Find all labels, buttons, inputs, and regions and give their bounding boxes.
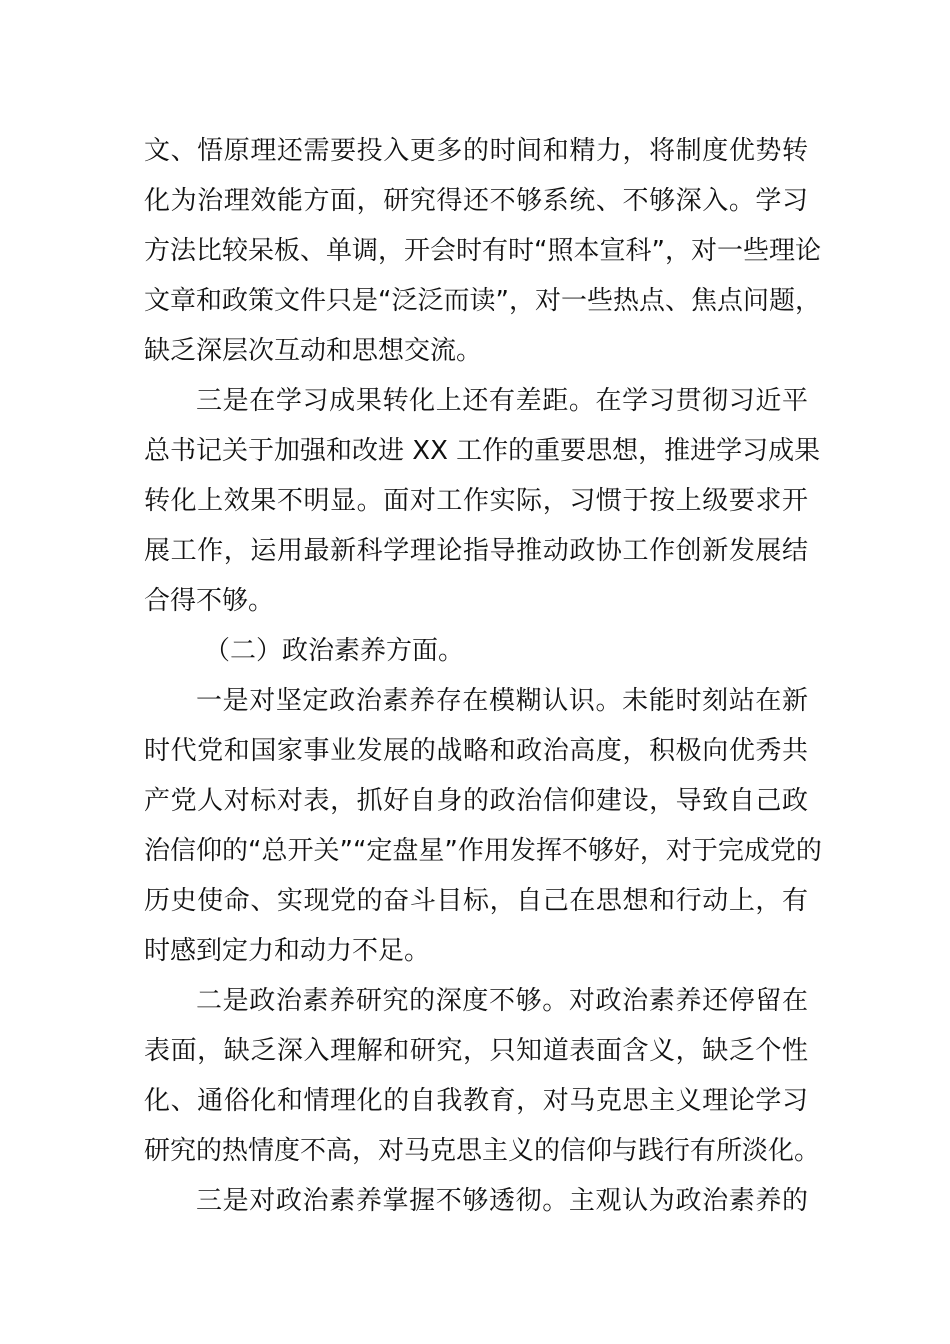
text-line: 时代党和国家事业发展的战略和政治高度，积极向优秀共 xyxy=(144,736,808,766)
text-line: 三是在学习成果转化上还有差距。在学习贯彻习近平 xyxy=(196,386,808,416)
text-line: 二是政治素养研究的深度不够。对政治素养还停留在 xyxy=(196,986,808,1016)
section-heading-political-literacy xyxy=(144,626,808,676)
text-line: 治信仰的“总开关”“定盘星”作用发挥不够好，对于完成党的 xyxy=(144,836,822,866)
text-line: 化、通俗化和情理化的自我教育，对马克思主义理论学习 xyxy=(144,1086,808,1116)
paragraph-study-results xyxy=(144,376,821,626)
text-line: 转化上效果不明显。面对工作实际，习惯于按上级要求开 xyxy=(144,486,808,516)
text-line: 文章和政策文件只是“泛泛而读”，对一些热点、焦点问题， xyxy=(144,286,821,316)
text-line: 产党人对标对表，抓好自身的政治信仰建设，导致自己政 xyxy=(144,786,808,816)
text-line: 方法比较呆板、单调，开会时有时“照本宣科”，对一些理论 xyxy=(144,236,821,266)
text-line: 化为治理效能方面，研究得还不够系统、不够深入。学习 xyxy=(144,186,808,216)
section-heading: （二）政治素养方面。 xyxy=(204,636,465,666)
text-line: 研究的热情度不高，对马克思主义的信仰与践行有所淡化。 xyxy=(144,1136,821,1166)
paragraph-research-depth xyxy=(144,976,821,1176)
body-text xyxy=(144,126,822,1226)
text-line: 三是对政治素养掌握不够透彻。主观认为政治素养的 xyxy=(196,1186,808,1216)
text-line: 时感到定力和动力不足。 xyxy=(144,936,431,966)
text-line: 表面，缺乏深入理解和研究，只知道表面含义，缺乏个性 xyxy=(144,1036,808,1066)
text-line: 合得不够。 xyxy=(144,586,275,616)
paragraph-mastery xyxy=(144,1176,808,1226)
text-line: 展工作，运用最新科学理论指导推动政协工作创新发展结 xyxy=(144,536,808,566)
text-line: 文、悟原理还需要投入更多的时间和精力，将制度优势转 xyxy=(144,136,808,166)
text-line: 一是对坚定政治素养存在模糊认识。未能时刻站在新 xyxy=(196,686,808,716)
text-line: 历史使命、实现党的奋斗目标，自己在思想和行动上，有 xyxy=(144,886,808,916)
text-line: 缺乏深层次互动和思想交流。 xyxy=(144,336,483,366)
paragraph-political-belief xyxy=(144,676,822,976)
paragraph-study-methods xyxy=(144,126,821,376)
text-line: 总书记关于加强和改进 XX 工作的重要思想，推进学习成果 xyxy=(144,436,821,466)
